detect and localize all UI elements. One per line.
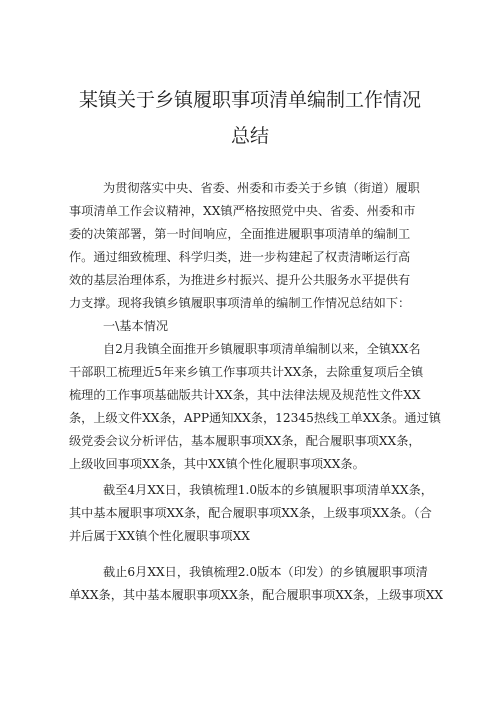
body-line-14: 截至4月XX日，我镇梳理1.0版本的乡镇履职事项清单XX条， — [103, 483, 433, 497]
body-line-12: 级党委会议分析评估，基本履职事项XX条，配合履职事项XX条， — [69, 434, 421, 448]
document-title-line-1: 某镇关于乡镇履职事项清单编制工作情况 — [78, 89, 421, 111]
body-line-5: 效的基层治理体系，为推进乡村振兴、提升公共服务水平提供有 — [69, 273, 411, 287]
document-title-line-2: 总结 — [230, 125, 269, 147]
body-line-10: 梳理的工作事项基础版共计XX条，其中法律法规及规范性文件XX — [69, 388, 421, 402]
body-line-17: 截止6月XX日，我镇梳理2.0版本（印发）的乡镇履职事项清 — [103, 565, 428, 579]
body-line-4: 作。通过细致梳理、科学归类，进一步构建起了权责清晰运行高 — [69, 250, 411, 264]
body-line-6: 力支撑。现将我镇乡镇履职事项清单的编制工作情况总结如下： — [69, 296, 411, 310]
body-line-3: 委的决策部署，第一时间响应，全面推进履职事项清单的编制工 — [69, 227, 411, 241]
body-line-16: 并后属于XX镇个性化履职事项XX — [69, 529, 250, 543]
body-line-11: 条，上级文件XX条，APP通知XX条，12345热线工单XX条。通过镇 — [69, 411, 441, 425]
body-line-8: 自2月我镇全面推开乡镇履职事项清单编制以来，全镇XX名 — [103, 342, 421, 356]
body-line-1: 为贯彻落实中央、省委、州委和市委关于乡镇（街道）履职 — [103, 181, 420, 195]
section-heading-basic: 一\基本情况 — [103, 319, 169, 333]
body-line-18: 单XX条，其中基本履职事项XX条，配合履职事项XX条，上级事项XX — [69, 588, 444, 602]
body-line-13: 上级收回事项XX条，其中XX镇个性化履职事项XX条。 — [69, 457, 365, 471]
body-line-2: 事项清单工作会议精神，XX镇严格按照党中央、省委、州委和市 — [69, 204, 416, 218]
body-line-9: 干部职工梳理近5年来乡镇工作事项共计XX条，去除重复项后全镇 — [69, 365, 424, 379]
body-line-15: 其中基本履职事项XX条，配合履职事项XX条，上级事项XX条。（合 — [69, 506, 432, 520]
